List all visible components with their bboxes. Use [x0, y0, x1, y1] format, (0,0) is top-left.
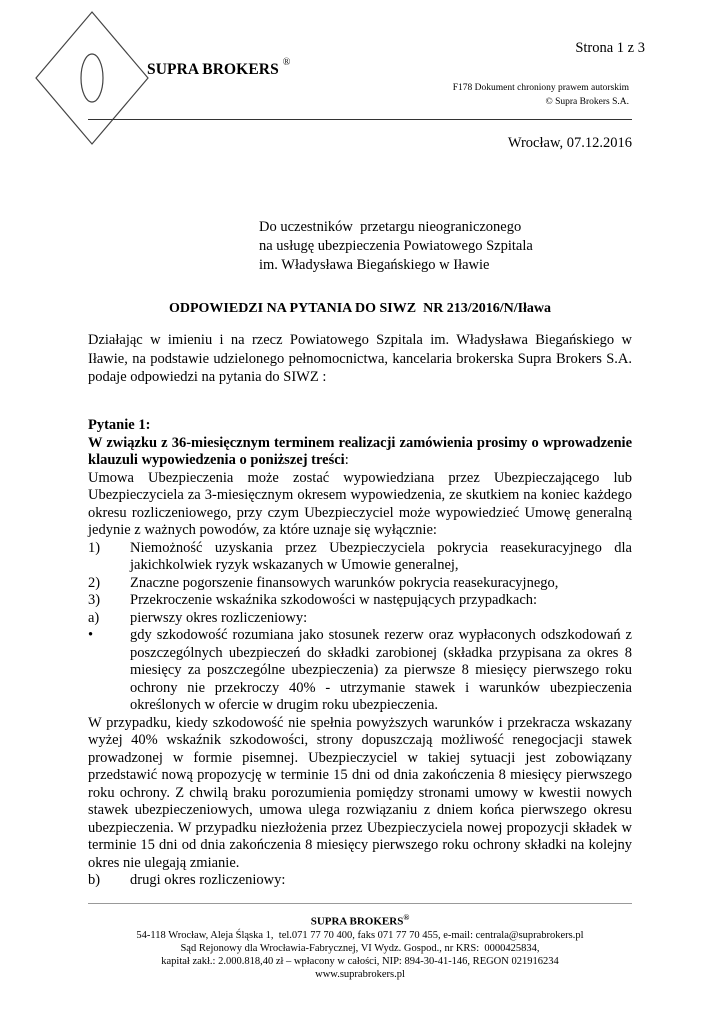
footer-brand-name: SUPRA BROKERS: [310, 915, 404, 928]
addressee-line-2: na usługę ubezpieczenia Powiatowego Szpitala: [259, 238, 533, 254]
page-footer: [88, 911, 632, 981]
question-title: Pytanie 1:: [88, 417, 151, 433]
copyright-notice: [453, 81, 629, 109]
brand-name: SUPRA BROKERS: [147, 61, 279, 79]
bullet-text: gdy szkodowość rozumiana jako stosunek rezerw oraz wypłaconych odszkodowań z poszczególnych ubezpieczeń do składki zarobionej (składka przypisana za okres 8 miesięcy za poszczególne ubezpieczenia) za pierwsze 8 miesięcy pierwszego roku ochrony nie przekroczy 40% - utrzymanie stawek i warunków ubezpieczenia określonych w ofercie w drugim roku ubezpieczenia.: [130, 627, 632, 713]
footer-capital-line: kapitał zakł.: 2.000.818,40 zł – wpłacony w całości, NIP: 894-30-41-146, REGON 021916234: [161, 955, 559, 967]
brand-registered-mark: ®: [282, 57, 291, 68]
document-heading: ODPOWIEDZI NA PYTANIA DO SIWZ NR 213/2016/N/Iława: [168, 301, 552, 316]
addressee-line-1: Do uczestników przetargu nieograniczonego: [259, 219, 522, 235]
list-item-1: [88, 540, 632, 575]
copyright-line-1: F178 Dokument chroniony prawem autorskim: [452, 83, 629, 93]
question-paragraph-2: W przypadku, kiedy szkodowość nie spełnia powyższych warunków i przekracza wskazany wyżej 40% wskaźnik szkodowości, strony dopuszczają możliwość renegocjacji stawek prowadzonej w formie pisemnej. Ubezpieczyciel w takiej sytuacji jest zobowiązany przedstawić nową propozycję w terminie 15 dni od dnia zakończenia 8 miesięcy pierwszego roku ochrony. Z chwilą braku porozumienia pomiędzy stronami umowy w kwestii nowych stawek ubezpieczeniowych, umowa ulega rozwiązaniu z dniem końca pierwszego okresu ubezpieczenia. W przypadku niezłożenia przez Ubezpieczyciela nowej propozycji składek w terminie 15 dni od dnia zakończenia 8 miesięcy pierwszego roku ochrony składki na kolejny okres nie ulegają zmianie.: [88, 714, 632, 871]
list-marker: a): [88, 609, 100, 626]
question-1-section: [88, 417, 632, 890]
page-number: Strona 1 z 3: [575, 40, 645, 56]
header-divider: [88, 119, 632, 120]
footer-divider: [88, 903, 632, 904]
list-text: drugi okres rozliczeniowy:: [130, 872, 286, 888]
list-item-b: [88, 872, 632, 890]
list-marker: 2): [88, 574, 101, 591]
list-text: Znaczne pogorszenie finansowych warunków pokrycia reasekuracyjnego,: [130, 574, 559, 591]
list-item-a: [88, 610, 632, 628]
question-lead-colon: :: [344, 452, 349, 468]
question-paragraph-1: Umowa Ubezpieczenia może zostać wypowiedziana przez Ubezpieczającego lub Ubezpieczyciela za 3-miesięcznym okresem wypowiedzenia, ze skutkiem na koniec każdego okresu rozliczeniowego, przy czym Ubezpieczyciel może wypowiedzieć Umowę generalną jedynie z ważnych powodów, za które uznaje się wyłącznie:: [88, 469, 632, 538]
footer-address-line: 54-118 Wrocław, Aleja Śląska 1, tel.071 77 70 400, faks 071 77 70 455, e-mail: centrala@suprabrokers.pl: [136, 929, 584, 941]
letter-date: Wrocław, 07.12.2016: [507, 135, 632, 151]
footer-brand: [88, 911, 632, 929]
question-lead: [88, 435, 632, 470]
footer-website-link[interactable]: www.suprabrokers.pl: [315, 968, 405, 980]
footer-court-line: Sąd Rejonowy dla Wrocławia-Fabrycznej, VI Wydz. Gospod., nr KRS: 0000425834,: [180, 942, 540, 954]
copyright-line-2: © Supra Brokers S.A.: [545, 97, 629, 107]
list-marker: 3): [88, 592, 101, 608]
list-marker: 1): [88, 539, 101, 556]
supra-brokers-logo: [32, 8, 152, 148]
bullet-marker: •: [88, 627, 94, 643]
addressee-block: [259, 218, 533, 275]
header-brand: [147, 57, 291, 79]
footer-registered-mark: ®: [403, 913, 410, 922]
addressee-line-3: im. Władysława Biegańskiego w Iławie: [259, 257, 490, 273]
list-text: Przekroczenie wskaźnika szkodowości w następujących przypadkach:: [130, 592, 538, 608]
bullet-item: [88, 627, 632, 715]
intro-paragraph: Działając w imieniu i na rzecz Powiatowego Szpitala im. Władysława Biegańskiego w Iławie, na podstawie udzielonego pełnomocnictwa, kancelaria brokerska Supra Brokers S.A. podaje odpowiedzi na pytania do SIWZ :: [88, 332, 632, 385]
question-lead-text: W związku z 36-miesięcznym terminem realizacji zamówienia prosimy o wprowadzenie klauzuli wypowiedzenia o poniższej treści: [88, 434, 632, 468]
logo-oval: [81, 54, 103, 102]
logo-diamond: [36, 12, 148, 144]
list-item-3: [88, 592, 632, 610]
list-text: Niemożność uzyskania przez Ubezpieczyciela pokrycia reasekuracyjnego dla jakichkolwiek ryzyk wskazanych w Umowie generalnej,: [130, 539, 632, 573]
list-item-2: [88, 575, 632, 593]
list-text: pierwszy okres rozliczeniowy:: [130, 609, 308, 626]
list-marker: b): [88, 872, 101, 888]
